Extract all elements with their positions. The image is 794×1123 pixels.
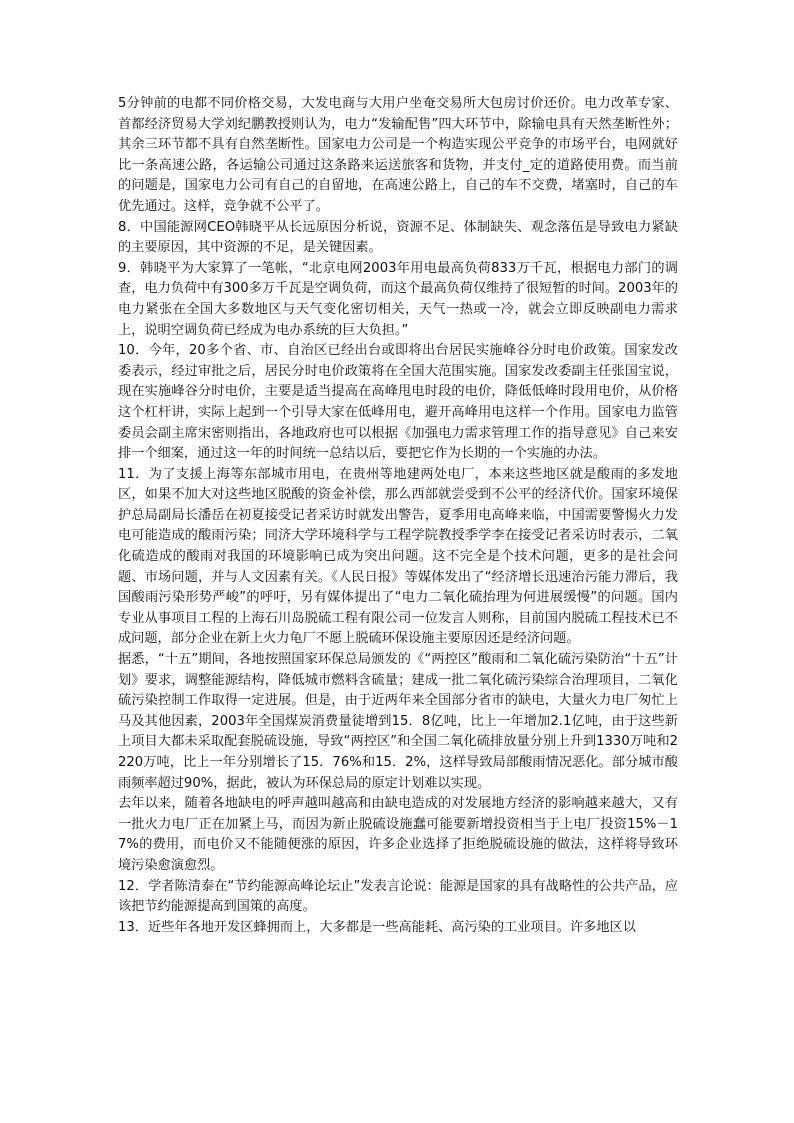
paragraph-sulfur-dioxide-report: 据悉，“十五”期间，各地按照国家环保总局颁发的《“两控区”酸雨和二氧化硫污染防治“十五”计划》要求，调整能源结构，降低城市燃料含硫量；建成一批二氧化硫污染综合治理项目，二氧化硫污染控制工作取得一定进展。但是，由于近两年来全国部分省市的缺电，大量火力电厂匆忙上马及其他因素，2003年全国煤炭消费量徒增到15．8亿吨，比上一年增加2.1亿吨，由于这些新上项目大都未采取配套脱硫设施，导致“两控区”和全国二氧化硫排放量分别上升到1330万吨和2220万吨，比上一年分别增长了15．76%和15．2%，这样导致局部酸雨情况恶化。部分城市酸雨频率超过90%，据此，被认为环保总局的原定计划难以实现。 — [118, 652, 678, 791]
document-body — [118, 94, 678, 938]
paragraph-9: 9．韩晓平为大家算了一笔帐，“北京电网2003年用电最高负荷833万千瓦，根据电力部门的调查，电力负荷中有300多万千瓦是空调负荷，而这个最高负荷仅维持了很短暂的时间。2003年的电力紧张在全国大多数地区与天气变化密切相关，天气一热或一冷，就会立即反映副电力需求上，说明空调负荷已经成为电办系统的巨大负担。” — [118, 260, 678, 338]
paragraph-10: 10．今年，20多个省、市、自治区已经出台或即将出台居民实施峰谷分时电价政策。国家发改委表示，经过审批之后，居民分时电价政策将在全国大范围实施。国家发改委副主任张国宝说，现在实施峰谷分时电价，主要是适当提高在高峰甩电时段的电价，降低低峰时段用电价，从价格这个杠杆讲，实际上起到一个引导大家在低峰用电，避开高峰用电这样一个作用。国家电力监管委员会副主席宋密则指出，各地政府也可以根据《加强电力需求管理工作的指导意见》自己来安排一个细案，通过这一年的时间统一总结以后，要把它作为长期的一个实施的办法。 — [118, 343, 678, 462]
paragraph-new-power-plants: 去年以来，随着各地缺电的呼声越叫越高和由缺电造成的对发展地方经济的影响越来越大，又有一批火力电厂正在加紧上马，而因为新止脱硫设施蠢可能要新增投资相当于上电厂投资15%－17%的费用，而电价又不能随便涨的原因，许多企业选择了拒绝脱硫设施的做法，这样将导致环境污染愈演愈烈。 — [118, 796, 678, 873]
paragraph-8: 8．中国能源网CEO韩晓平从长远原因分析说，资源不足、体制缺失、观念落伍是导致电力紧缺的主要原因，其中资源的不足，是关键因素。 — [118, 219, 678, 256]
paragraph-11: 11．为了支援上海等东部城市用电，在贵州等地建两处电厂，本来这些地区就是酸雨的多发地区，如果不加大对这些地区脱酸的资金补偿，那么西部就尝受到不公平的经济代价。国家环境保护总局副局长潘岳在初夏接受记者采访时就发出警告，夏季用电高峰来临，中国需要警惕火力发电可能造成的酸雨污染；同济大学环境科学与工程学院教授季学李在接受记者采访时表示，二氧化硫造成的酸雨对我国的环境影响已成为突出问题。这不完全是个技术问题，更多的是社会问题、市场问题，并与人文因素有关。《人民日报》等媒体发出了“经济增长迅速治污能力滞后，我国酸雨污染形势严峻”的呼吁，另有媒体提出了“电力二氧化硫抬理为何进展缓慢”的问题。国内专业从事项目工程的上海石川岛脱硫工程有限公司一位发言人则称，目前国内脱硫工程技术已不成问题，部分企业在新上火力龟厂不愿上脱硫环保设施主要原因还是经济问题。 — [118, 466, 678, 647]
paragraph-13: 13．近些年各地开发区蜂拥而上，大多都是一些高能耗、高污染的工业项目。许多地区以 — [118, 919, 636, 935]
paragraph-12: 12．学者陈清泰在“节约能源高峰论坛止”发表言论说：能源是国家的具有战略性的公共产品，应该把节约能源提高到国策的高度。 — [118, 878, 678, 915]
paragraph-continuation-power-reform: 5分钟前的电都不同价格交易，大发电商与大用户坐奄交易所大包房讨价还价。电力改革专家、首都经济贸易大学刘纪鹏教授则认为，电力“发输配售”四大环节中，除输电具有天然垄断性外；其余三环节都不具有自然垄断性。国家电力公司是一个构造实现公平竞争的市场平台，电网就好比一条高速公路，各运输公司通过这条路来运送旅客和货物，并支付_定的道路使用费。而当前的问题是，国家电力公司有自己的自留地，在高速公路上，自己的车不交费，堵塞时，自己的车优先通过。这样，竞争就不公平了。 — [118, 96, 678, 214]
